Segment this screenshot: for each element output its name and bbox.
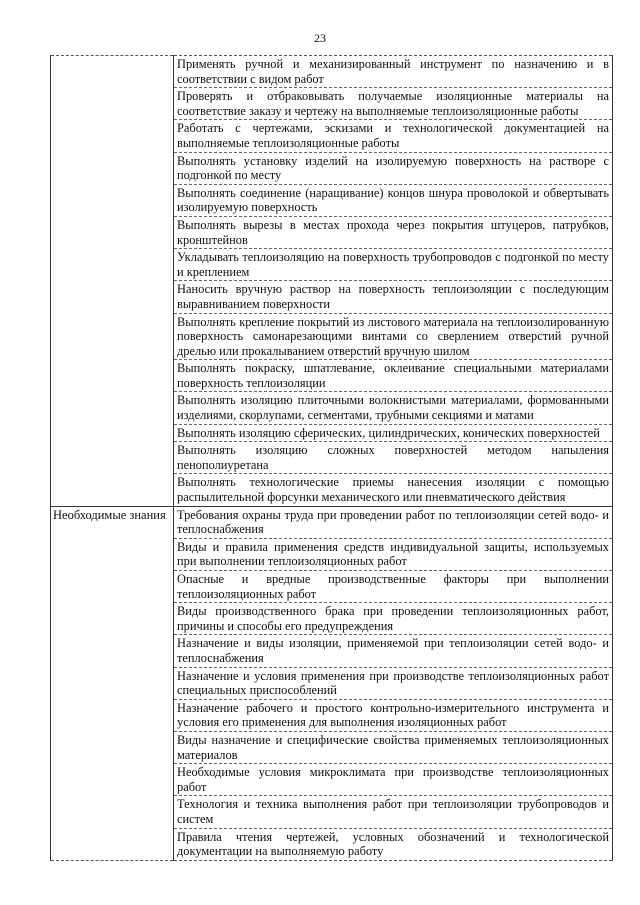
- list-item: Виды производственного брака при проведении теплоизоляционных работ, причины и способы его предупреждения: [174, 603, 612, 635]
- list-item: Проверять и отбраковывать получаемые изоляционные материалы на соответствие заказу и чертежу на выполняемые теплоизоляционные работы: [174, 88, 612, 120]
- list-item: Применять ручной и механизированный инструмент по назначению и в соответствии с видом работ: [174, 56, 612, 88]
- list-item: Выполнять покраску, шпатлевание, оклеивание специальными материалами поверхность теплоизоляции: [174, 360, 612, 392]
- list-item: Требования охраны труда при проведении работ по теплоизоляции сетей водо- и теплоснабжения: [174, 507, 612, 539]
- knowledge-row: [51, 506, 613, 860]
- list-item: Выполнять крепление покрытий из листового материала на теплоизолированную поверхность самонарезающими винтами со сверлением отверстий ручной дрелью или прокалыванием отверстий вручную шилом: [174, 314, 612, 361]
- knowledge-list: [174, 506, 613, 860]
- list-item: Опасные и вредные производственные факторы при выполнении теплоизоляционных работ: [174, 571, 612, 603]
- list-item: Выполнять изоляцию плиточными волокнистыми материалами, формованными изделиями, скорлупами, сегментами, трубными секциями и матами: [174, 392, 612, 424]
- skills-list: [174, 56, 613, 507]
- competency-table: [50, 55, 613, 861]
- list-item: Виды назначение и специфические свойства применяемых теплоизоляционных материалов: [174, 732, 612, 764]
- list-item: Назначение и условия применения при производстве теплоизоляционных работ специальных приспособлений: [174, 668, 612, 700]
- list-item: Выполнять изоляцию сферических, цилиндрических, конических поверхностей: [174, 425, 612, 443]
- skills-label: [51, 56, 174, 507]
- list-item: Назначение рабочего и простого контрольно-измерительного инструмента и условия его применения для выполнения изоляционных работ: [174, 700, 612, 732]
- list-item: Виды и правила применения средств индивидуальной защиты, используемых при выполнении теплоизоляционных работ: [174, 539, 612, 571]
- list-item: Правила чтения чертежей, условных обозначений и технологической документации на выполняемую работу: [177, 829, 609, 859]
- skills-row: [51, 56, 613, 507]
- list-item: Наносить вручную раствор на поверхность теплоизоляции с последующим выравниванием поверхности: [174, 281, 612, 313]
- list-item: Выполнять изоляцию сложных поверхностей методом напыления пенополиуретана: [174, 442, 612, 474]
- knowledge-label: Необходимые знания: [51, 506, 174, 860]
- list-item: Укладывать теплоизоляцию на поверхность трубопроводов с подгонкой по месту и креплением: [174, 249, 612, 281]
- list-item: Выполнять вырезы в местах прохода через покрытия штуцеров, патрубков, кронштейнов: [174, 217, 612, 249]
- list-item: Выполнять установку изделий на изолируемую поверхность на растворе с подгонкой по месту: [174, 153, 612, 185]
- list-item: Выполнять технологические приемы нанесения изоляции с помощью распылительной форсунки механического или пневматического действия: [177, 475, 609, 505]
- page-number: 23: [314, 31, 326, 45]
- list-item: Выполнять соединение (наращивание) концов шнура проволокой и обвертывать изолируемую поверхность: [174, 185, 612, 217]
- list-item: Работать с чертежами, эскизами и технологической документацией на выполняемые теплоизоляционные работы: [174, 120, 612, 152]
- list-item: Назначение и виды изоляции, применяемой при теплоизоляции сетей водо- и теплоснабжения: [174, 635, 612, 667]
- list-item: Необходимые условия микроклимата при производстве теплоизоляционных работ: [174, 764, 612, 796]
- list-item: Технология и техника выполнения работ при теплоизоляции трубопроводов и систем: [174, 796, 612, 828]
